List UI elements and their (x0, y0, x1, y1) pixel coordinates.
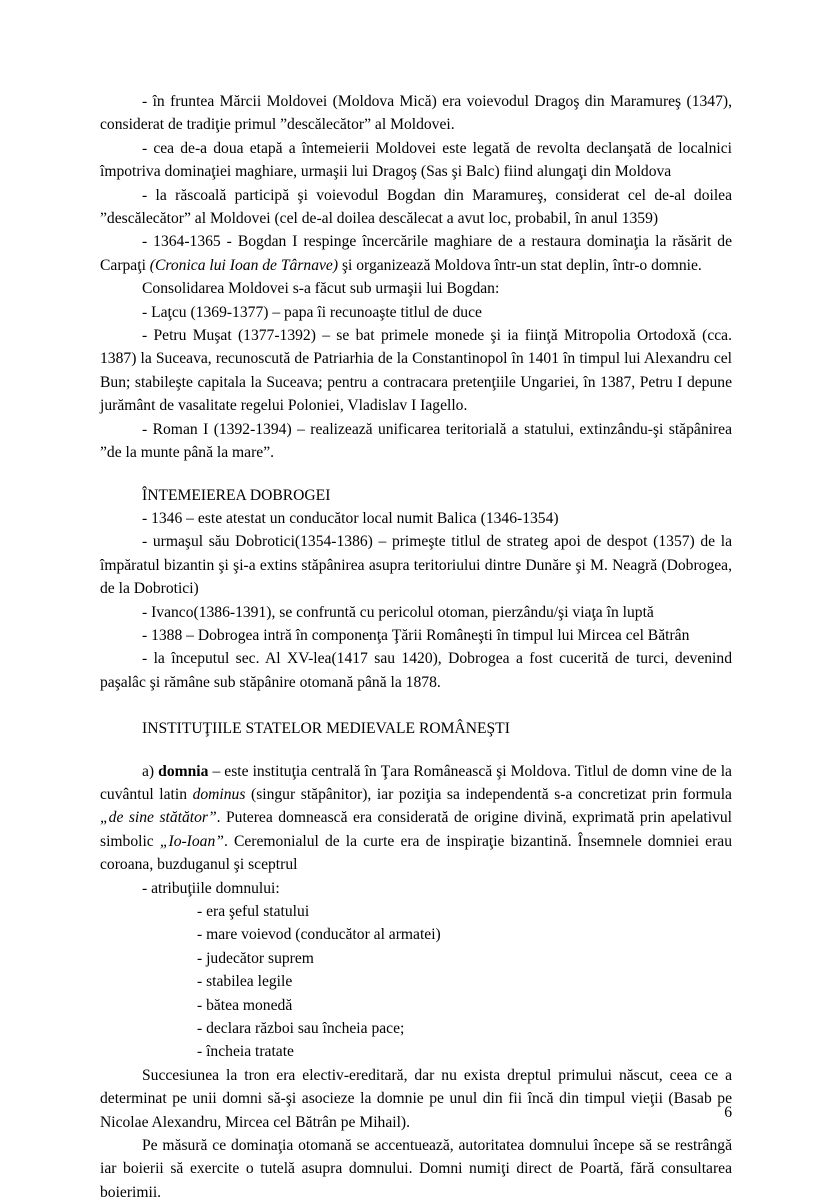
paragraph-domnia (100, 760, 732, 877)
paragraph-text-part: şi organizează Moldova într-un stat deplin, într-o domnie. (338, 256, 702, 274)
paragraph-petru-musat: - Petru Muşat (1377-1392) – se bat primele monede şi ia fiinţă Mitropolia Ortodoxă (cca. 1387) la Suceava, recunoscută de Patriarhia de la Constantinopol în 1401 în timpul lui Alexandru cel Bun; stabileşte capitala la Suceava; pentru a contracara pretenţiile Ungariei, în 1387, Petru I depune jurământ de vasalitate regelui Poloniei, Vladislav I Iagello. (100, 327, 732, 415)
paragraph-text-part: – este instituţia centrală în Ţara Românească şi Moldova. Titlul de domn vine de la cuvântul latin (100, 762, 732, 803)
italic-cronica-ioan-de-tarnave: (Cronica lui Ioan de Târnave) (149, 256, 339, 274)
list-item: - declara război sau încheia pace; (197, 1020, 405, 1038)
list-item: - mare voievod (conducător al armatei) (197, 926, 441, 944)
paragraph-text-part: a) (142, 762, 159, 780)
paragraph-latcu: - Laţcu (1369-1377) – papa îi recunoaşte titlul de duce (142, 303, 482, 321)
italic-io-ioan: „Io-Ioan” (159, 832, 224, 850)
paragraph-a-doua-etapa: - cea de-a doua etapă a întemeierii Moldovei este legată de revolta declanşată de localnici împotriva dominaţiei maghiare, urmaşii lui Dragoş (Sas şi Balc) fiind alungaţi din Moldova (100, 139, 732, 181)
paragraph-ivanco: - Ivanco(1386-1391), se confruntă cu pericolul otoman, pierzându/şi viaţa în luptă (142, 603, 654, 621)
paragraph-1388-dobrogea: - 1388 – Dobrogea intră în componenţa Ţării Româneşti în timpul lui Mircea cel Bătrân (142, 626, 690, 644)
page-number: 6 (724, 1104, 732, 1121)
paragraph-atributiile-domnului: - atribuţiile domnului: (142, 879, 280, 897)
list-item: - încheia tratate (197, 1043, 294, 1061)
list-item: - era şeful statului (197, 903, 310, 920)
heading-institutiile-statelor: INSTITUŢIILE STATELOR MEDIEVALE ROMÂNEŞTI (142, 720, 510, 738)
paragraph-text-part: . Ceremonialul de la curte era de inspiraţie bizantină. Însemnele domniei erau coroana, buzduganul şi sceptrul (100, 832, 732, 874)
paragraph-balica-1346: - 1346 – este atestat un conducător local numit Balica (1346-1354) (142, 509, 559, 527)
section-spacer (100, 694, 732, 717)
paragraph-text-part: - 1364-1365 - Bogdan I respinge încercările maghiare de a restaura dominaţia la răsărit de Carpaţi (100, 233, 732, 274)
paragraph-dominatia-otomana: Pe măsură ce dominaţia otomană se accentuează, autoritatea domnului începe să se restrângă iar boierii să exercite o tutelă asupra domnului. Domni numiţi direct de Poartă, fără consultarea boierimii. (100, 1137, 732, 1201)
section-spacer (100, 465, 732, 484)
italic-dominus: dominus (192, 785, 246, 803)
list-item: - judecător suprem (197, 949, 314, 967)
paragraph-marcii-moldovei: - în fruntea Mărcii Moldovei (Moldova Mică) era voievodul Dragoş din Maramureş (1347), considerat de tradiţie primul ”descălecător” al Moldovei. (100, 93, 732, 134)
paragraph-bogdan-1364-1365 (100, 230, 732, 277)
list-item: - bătea monedă (197, 996, 293, 1014)
paragraph-roman-i: - Roman I (1392-1394) – realizează unificarea teritorială a statului, extinzându-şi stăpânirea ”de la munte până la mare”. (100, 420, 732, 462)
paragraph-rascoala-bogdan: - la răscoală participă şi voievodul Bogdan din Maramureş, considerat cel de-al doilea ”descălecător” al Moldovei (cel de-al doilea descălecat a avut loc, probabil, în anul 1359) (100, 186, 732, 228)
paragraph-consolidarea-moldovei: Consolidarea Moldovei s-a făcut sub urmaşii lui Bogdan: (142, 280, 500, 298)
section-spacer (100, 741, 732, 760)
paragraph-text-part: (singur stăpânitor), iar poziţia sa independentă s-a concretizat prin formula (245, 785, 732, 803)
italic-de-sine-statator: „de sine stătător” (100, 809, 217, 827)
paragraph-text-part: . Puterea domnească era considerată de origine divină, exprimată prin apelativul simbolic (100, 809, 732, 850)
paragraph-dobrogea-cucerita: - la începutul sec. Al XV-lea(1417 sau 1420), Dobrogea a fost cucerită de turci, devenind paşalâc şi rămâne sub stăpânire otomană până la 1878. (100, 650, 732, 691)
bullet-list-atributii (100, 900, 732, 1064)
document-text-body (100, 90, 732, 1204)
paragraph-succesiunea-la-tron: Succesiunea la tron era electiv-ereditară, dar nu exista dreptul primului născut, ceea ce a determinat pe unii domni să-şi asocieze la domnie pe unul din fii încă din timpul vieţii (Basab pe Nicolae Alexandru, Mircea cel Bătrân pe Mihail). (100, 1066, 732, 1131)
heading-intemeierea-dobrogei: ÎNTEMEIEREA DOBROGEI (142, 486, 331, 504)
paragraph-dobrotici: - urmaşul său Dobrotici(1354-1386) – primeşte titlul de strateg apoi de despot (1357) de la împăratul bizantin şi şi-a extins stăpânirea asupra teritoriului dintre Dunăre şi M. Neagră (Dobrogea, de la Dobrotici) (100, 533, 732, 598)
list-item: - stabilea legile (197, 973, 293, 991)
bold-domnia: domnia (158, 762, 209, 780)
